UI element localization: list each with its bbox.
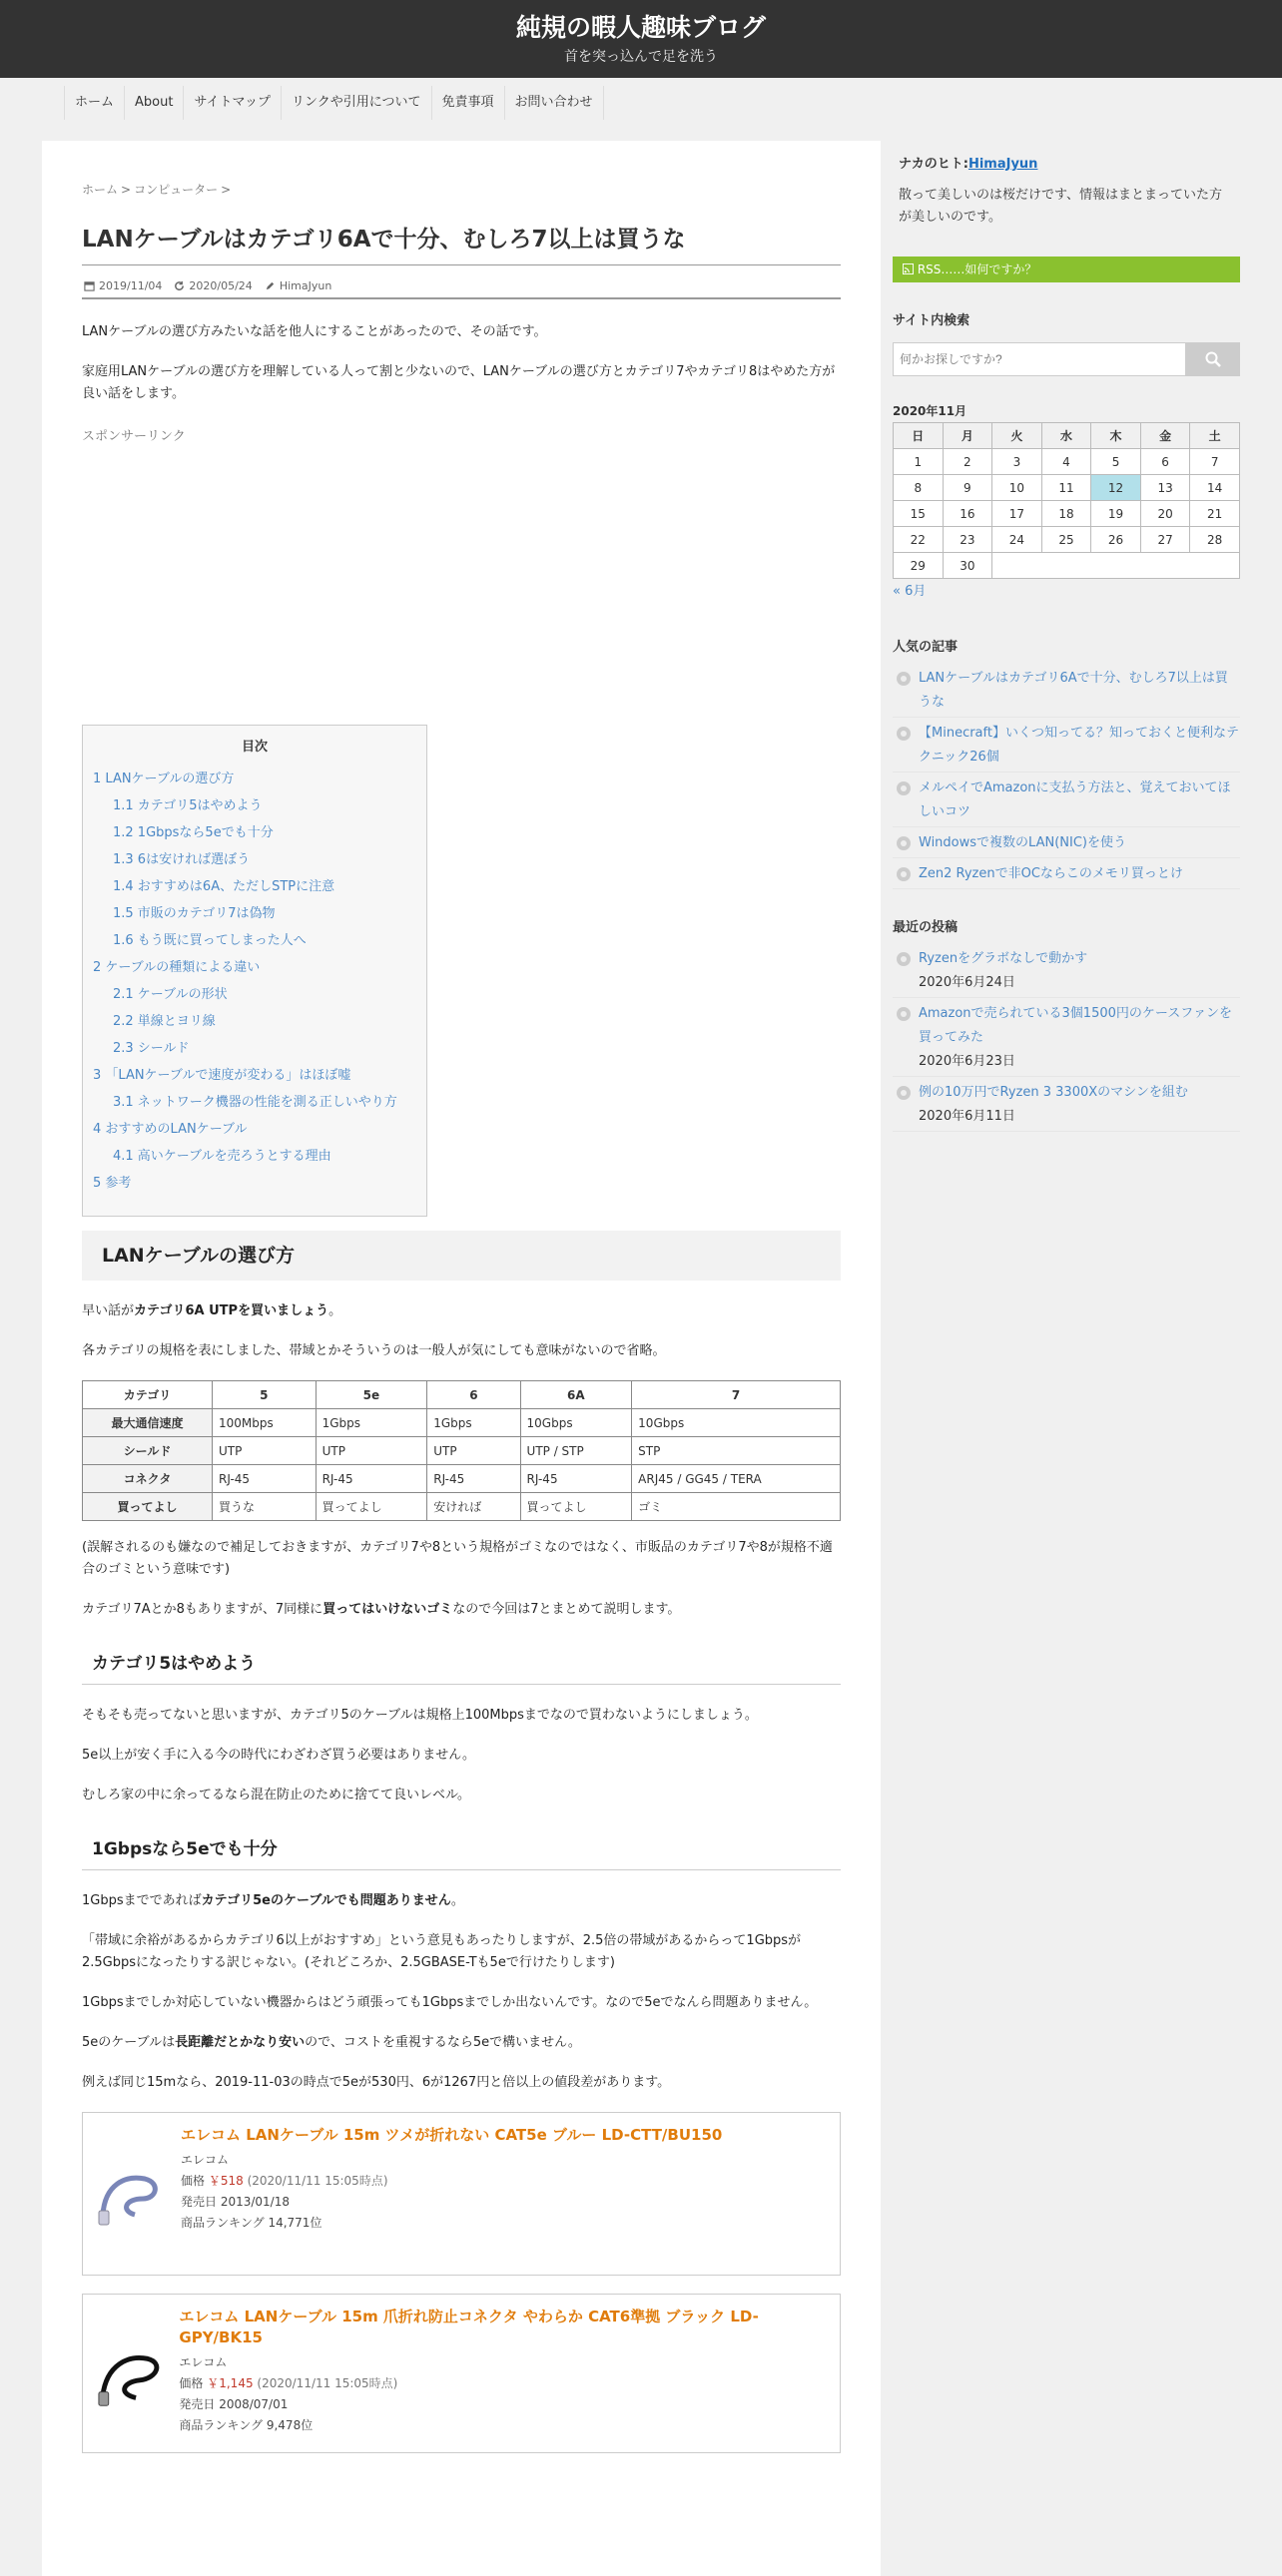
product-maker: エレコム [181,2153,230,2167]
calendar-day: 30 [943,553,992,579]
lan-cable-image[interactable] [95,2336,167,2410]
search-input[interactable] [893,342,1186,376]
table-cell: 10Gbps [520,1409,632,1437]
calendar-day: 8 [894,475,944,501]
product-release-date: 発売日 2008/07/01 [179,2397,289,2411]
recent-item[interactable] [893,943,1240,998]
table-header: 5e [316,1381,427,1409]
calendar-day: 15 [894,501,944,527]
bullet-icon [897,1007,911,1021]
table-cell: UTP [316,1437,427,1465]
breadcrumb-category[interactable]: コンピューター [134,183,219,197]
table-header: 5 [213,1381,317,1409]
calendar-day: 26 [1091,527,1141,553]
recent-item-body [919,947,1087,995]
row-header: 最大通信速度 [83,1409,213,1437]
table-cell: ゴミ [632,1493,841,1521]
refresh-icon [174,280,185,291]
bullet-icon [897,1086,911,1100]
calendar-day: 3 [992,449,1042,475]
search-icon [1204,350,1222,368]
bullet-icon [897,952,911,966]
toc-list [93,770,416,1201]
article-meta [82,273,841,299]
search-form [893,342,1240,376]
calendar-weekday: 水 [1041,423,1091,449]
popular-item-title[interactable]: メルペイでAmazonに支払う方法と、覚えておいてほしいコツ [919,780,1231,819]
table-cell: UTP / STP [520,1437,632,1465]
section1-paragraph-3: (誤解されるのも嫌なので補足しておきますが、カテゴリ7や8という規格がゴミなのではなく、市販品のカテゴリ7や8が規格不適合のゴミという意味です) [82,1540,833,1577]
calendar-day: 23 [943,527,992,553]
table-of-contents [82,725,427,1217]
updated-date: 2020/05/24 [174,279,252,292]
popular-item-title[interactable]: 【Minecraft】いくつ知ってる？知っておくと便利なテクニック26個 [919,726,1239,765]
calendar-day: 20 [1140,501,1190,527]
table-row [83,1437,841,1465]
product-card [82,2112,841,2276]
intro-paragraph-2: 家庭用LANケーブルの選び方を理解している人って割と少ないので、LANケーブルの選び方とカテゴリ7やカテゴリ8はやめた方が良い話をします。 [82,364,836,401]
calendar-caption: 2020年11月 [893,404,967,418]
section2-paragraph-1: そもそも売ってないと思いますが、カテゴリ5のケーブルは規格上100Mbpsまでなので買わないようにしましょう。 [82,1708,758,1723]
site-header [0,0,1282,78]
popular-item[interactable] [893,827,1240,858]
toc-item[interactable]: 4.1 高いケーブルを売ろうとする理由 [113,1149,331,1164]
calendar-day: 11 [1041,475,1091,501]
product-card [82,2294,841,2453]
calendar-day: 29 [894,553,944,579]
recent-item-date: 2020年6月24日 [919,975,1015,990]
popular-item-title[interactable]: Zen2 Ryzenで非OCならこのメモリ買っとけ [919,866,1183,881]
table-cell: RJ-45 [213,1465,317,1493]
product-price: 価格 ￥518 (2020/11/11 15:05時点) [181,2174,388,2188]
search-button[interactable] [1186,342,1240,376]
table-header: 7 [632,1381,841,1409]
popular-item-title[interactable]: LANケーブルはカテゴリ6Aで十分、むしろ7以上は買うな [919,671,1228,710]
table-cell: RJ-45 [520,1465,632,1493]
table-cell: 買ってよし [316,1493,427,1521]
rss-icon [903,263,914,274]
popular-widget-title: 人気の記事 [893,640,959,655]
popular-item[interactable] [893,858,1240,889]
calendar-week [894,475,1240,501]
product-ranking: 商品ランキング 14,771位 [181,2216,322,2230]
calendar-day: 24 [992,527,1042,553]
bullet-icon [897,672,911,686]
toc-item[interactable]: 3 「LANケーブルで速度が変わる」はほぼ嘘 [93,1068,351,1083]
table-header-row [83,1381,841,1409]
section1-paragraph-4: カテゴリ7Aとか8もありますが、7同様に買ってはいけないゴミなので今回は7とまとめて説明します。 [82,1602,681,1617]
popular-item[interactable] [893,718,1240,773]
popular-widget [893,633,1240,889]
section1-paragraph-1: 早い話がカテゴリ6A UTPを買いましょう。 [82,1303,342,1318]
product-release-date: 発売日 2013/01/18 [181,2195,290,2209]
calendar-week [894,527,1240,553]
rss-link[interactable]: RSS……如何ですか？ [893,257,1240,282]
profile-text: 散って美しいのは桜だけです、情報はまとまっていた方が美しいのです。 [899,188,1222,225]
section3-paragraph-4: 5eのケーブルは長距離だとかなり安いので、コストを重視するなら5eで構いません。 [82,2035,581,2050]
recent-item-title[interactable]: Ryzenをグラボなしで動かす [919,951,1088,966]
author: HimaJyun [265,279,331,292]
toc-item[interactable]: 1.3 6は安ければ選ぼう [113,852,251,867]
table-cell: RJ-45 [316,1465,427,1493]
calendar-body [894,449,1240,579]
nav-sitemap[interactable]: サイトマップ [183,86,281,120]
profile-box [893,141,1240,253]
recent-item-title[interactable]: 例の10万円でRyzen 3 3300Xのマシンを組む [919,1085,1188,1100]
sponsor-link-area: スポンサーリンク [82,429,186,444]
calendar-day: 5 [1091,449,1141,475]
popular-item[interactable] [893,663,1240,718]
calendar-week [894,449,1240,475]
breadcrumb [82,181,841,203]
recent-list [893,943,1240,1132]
calendar-day: 17 [992,501,1042,527]
calendar-day: 13 [1140,475,1190,501]
table-header: カテゴリ [83,1381,213,1409]
table-row [83,1465,841,1493]
row-header: 買ってよし [83,1493,213,1521]
section-heading-choose: LANケーブルの選び方 [82,1231,841,1281]
nav-home[interactable]: ホーム [64,86,124,120]
product-maker: エレコム [179,2355,228,2369]
calendar-day: 18 [1041,501,1091,527]
product-ranking: 商品ランキング 9,478位 [179,2418,314,2432]
calendar-day: 21 [1190,501,1240,527]
calendar-day: 16 [943,501,992,527]
title-divider [82,264,841,265]
product-price: 価格 ￥1,145 (2020/11/11 15:05時点) [179,2376,398,2390]
toc-item[interactable]: 1.5 市販のカテゴリ7は偽物 [113,906,276,921]
table-cell: STP [632,1437,841,1465]
nav-contact[interactable]: お問い合わせ [504,86,604,120]
bullet-icon [897,867,911,881]
section2-paragraph-2: 5e以上が安く手に入る今の時代にわざわざ買う必要はありません。 [82,1748,476,1763]
table-cell: 買うな [213,1493,317,1521]
breadcrumb-separator: > [121,183,132,197]
table-cell: 10Gbps [632,1409,841,1437]
table-header: 6 [427,1381,520,1409]
toc-item[interactable]: 2.3 シールド [113,1041,190,1056]
table-cell: UTP [213,1437,317,1465]
section3-paragraph-5: 例えば同じ15mなら、2019-11-03の時点で5eが530円、6が1267円と倍以上の値段差があります。 [82,2075,671,2090]
lan-cable-image[interactable] [95,2155,169,2229]
toc-item[interactable]: 5 参考 [93,1176,132,1191]
toc-item[interactable]: 2.1 ケーブルの形状 [113,987,228,1002]
search-widget-title: サイト内検索 [893,313,970,328]
product-info [179,2307,828,2440]
recent-item-date: 2020年6月11日 [919,1109,1015,1124]
calendar-day: 9 [943,475,992,501]
table-cell: ARJ45 / GG45 / TERA [632,1465,841,1493]
breadcrumb-home[interactable]: ホーム [82,183,119,197]
category-spec-table [82,1380,841,1521]
toc-item[interactable]: 1 LANケーブルの選び方 [93,772,235,786]
calendar-day: 6 [1140,449,1190,475]
article-title: LANケーブルはカテゴリ6Aで十分、むしろ7以上は買うな [82,227,686,253]
toc-item[interactable]: 1.4 おすすめは6A、ただしSTPに注意 [113,879,335,894]
section2-paragraph-3: むしろ家の中に余ってるなら混在防止のために捨てて良いレベル。 [82,1788,470,1803]
intro-paragraph-1: LANケーブルの選び方みたいな話を他人にすることがあったので、その話です。 [82,324,547,339]
popular-item[interactable] [893,773,1240,827]
table-cell: 1Gbps [427,1409,520,1437]
sidebar [893,141,1240,1156]
recent-item-title[interactable]: Amazonで売られている3個1500円のケースファンを買ってみた [919,1006,1232,1045]
calendar-day: 7 [1190,449,1240,475]
toc-title: 目次 [241,740,268,755]
table-body [83,1409,841,1521]
toc-item[interactable]: 1.1 カテゴリ5はやめよう [113,798,263,813]
table-cell: 100Mbps [213,1409,317,1437]
calendar-day: 10 [992,475,1042,501]
product-info [181,2125,722,2263]
table-cell: UTP [427,1437,520,1465]
calendar-weekday: 土 [1190,423,1240,449]
calendar-weekday: 金 [1140,423,1190,449]
calendar-weekday: 月 [943,423,992,449]
popular-list [893,663,1240,889]
recent-item-date: 2020年6月23日 [919,1054,1015,1069]
bullet-icon [897,727,911,741]
recent-widget [893,913,1240,1132]
popular-item-title[interactable]: Windowsで複数のLAN(NIC)を使う [919,835,1126,850]
calendar-table [893,422,1240,579]
nav-links-policy[interactable]: リンクや引用について [281,86,430,120]
calendar-day: 2 [943,449,992,475]
recent-item-body [919,1002,1240,1074]
table-cell: 買ってよし [520,1493,632,1521]
table-row [83,1409,841,1437]
product-title-link[interactable]: エレコム LANケーブル 15m ツメが折れない CAT5e ブルー LD-CTT/BU150 [181,2126,723,2144]
recent-item[interactable] [893,998,1240,1077]
section3-paragraph-1: 1Gbpsまでであればカテゴリ5eのケーブルでも問題ありません。 [82,1893,464,1908]
profile-link[interactable]: HimaJyun [967,157,1038,172]
site-title[interactable]: 純規の暇人趣味ブログ [515,13,766,42]
toc-item[interactable]: 2 ケーブルの種類による違い [93,960,261,975]
calendar-icon [84,280,95,291]
recent-item[interactable] [893,1077,1240,1132]
calendar-day: 12 [1091,475,1141,501]
table-row [83,1493,841,1521]
published-date: 2019/11/04 [84,279,162,292]
bullet-icon [897,781,911,795]
toc-item[interactable]: 2.2 単線とヨリ線 [113,1014,216,1029]
calendar-weekday: 火 [992,423,1042,449]
section3-paragraph-2: 「帯域に余裕があるからカテゴリ6以上がおすすめ」という意見もあったりしますが、2.5倍の帯域があるからって1Gbpsが2.5Gbpsになったりする訳じゃない。(それどころか、2.5GBASE-Tも5eで行けたりします) [82,1933,802,1970]
nav-about[interactable]: About [124,86,183,120]
calendar-day: 27 [1140,527,1190,553]
calendar-widget [893,400,1240,609]
global-nav [0,78,1282,128]
calendar-week [894,553,1240,579]
calendar-weekday-row [894,423,1240,449]
calendar-prev-month[interactable]: « 6月 [893,584,927,599]
calendar-day: 1 [894,449,944,475]
section-heading-cat5: カテゴリ5はやめよう [82,1645,841,1685]
toc-item[interactable]: 1.2 1Gbpsなら5eでも十分 [113,825,274,840]
calendar-day: 4 [1041,449,1091,475]
recent-widget-title: 最近の投稿 [893,920,959,935]
table-header: 6A [520,1381,632,1409]
calendar-week [894,501,1240,527]
calendar-day: 22 [894,527,944,553]
row-header: シールド [83,1437,213,1465]
calendar-day: 19 [1091,501,1141,527]
section3-paragraph-3: 1Gbpsまでしか対応していない機器からはどう頑張っても1Gbpsまでしか出ないんです。なので5eでなんら問題ありません。 [82,1995,818,2010]
recent-item-body [919,1081,1188,1129]
toc-item[interactable]: 3.1 ネットワーク機器の性能を測る正しいやり方 [113,1095,397,1110]
calendar-pad [992,553,1240,579]
profile-widget [893,141,1240,282]
table-cell: RJ-45 [427,1465,520,1493]
section-heading-cat5e: 1Gbpsなら5eでも十分 [82,1830,841,1870]
site-description: 首を突っ込んで足を洗う [564,49,718,65]
table-cell: 1Gbps [316,1409,427,1437]
toc-item[interactable]: 1.6 もう既に買ってしまった人へ [113,933,307,948]
calendar-weekday: 日 [894,423,944,449]
main-content [42,141,881,2576]
table-cell: 安ければ [427,1493,520,1521]
product-title-link[interactable]: エレコム LANケーブル 15m 爪折れ防止コネクタ やわらか CAT6準拠 ブラック LD-GPY/BK15 [179,2308,759,2346]
calendar-day: 28 [1190,527,1240,553]
toc-item[interactable]: 4 おすすめのLANケーブル [93,1122,248,1137]
bullet-icon [897,836,911,850]
calendar-weekday: 木 [1091,423,1141,449]
breadcrumb-separator: > [221,183,232,197]
pencil-icon [265,280,276,291]
calendar-day: 14 [1190,475,1240,501]
nav-disclaimer[interactable]: 免責事項 [431,86,504,120]
calendar-day: 25 [1041,527,1091,553]
search-widget [893,306,1240,376]
section1-paragraph-2: 各カテゴリの規格を表にしました、帯域とかそういうのは一般人が気にしても意味がないので省略。 [82,1343,666,1358]
profile-name: ナカのヒト:HimaJyun [899,157,1038,172]
row-header: コネクタ [83,1465,213,1493]
